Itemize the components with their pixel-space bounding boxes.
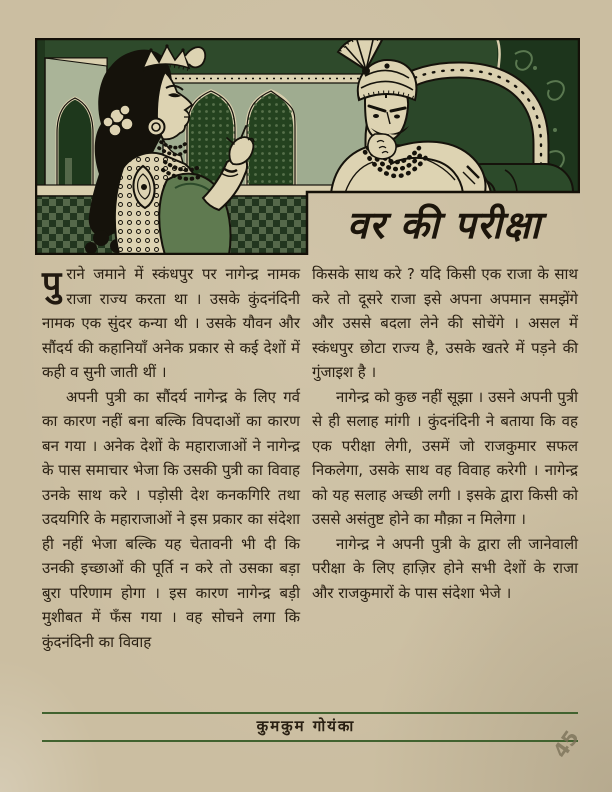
pencil-mark: 45 <box>548 725 584 763</box>
paragraph: किसके साथ करे ? यदि किसी एक राजा के साथ करे तो दूसरे राजा इसे अपना अपमान समझेंगे और उससे बदला लेने की सोचेंगे । असल में स्कंधपुर छोटा राज्य है, उसके खतरे में पड़ने की गुंजाइश है । <box>312 265 578 381</box>
window-arch <box>247 91 295 188</box>
text-column-left <box>42 262 300 654</box>
author-name: कुमकुम गोयंका <box>256 717 356 735</box>
footer-rule-bottom <box>42 740 578 742</box>
drop-cap: पु <box>42 264 62 304</box>
paragraph: नागेन्द्र को कुछ नहीं सूझा । उसने अपनी पुत्री से ही सलाह मांगी । कुंदनंदिनी ने बताया कि वह एक परीक्षा लेगी, उसमें जो राजकुमार सफल निकलेगा, उसके साथ वह विवाह करेगी । नागेन्द्र को यह सलाह अच्छी लगी । इसके द्वारा किसी को उससे असंतुष्ट होने का मौक़ा न मिलेगा । <box>312 387 578 528</box>
paragraph-text: राने जमाने में स्कंधपुर पर नागेन्द्र नामक राजा राज्य करता था । उसके कुंदनंदिनी नामक एक सुंदर कन्या थी । उसके यौवन और सौंदर्य की कहानियाँ अनेक प्रकार से कई देशों में कही व सुनी जाती थीं । <box>42 265 300 381</box>
paragraph: अपनी पुत्री का सौंदर्य नागेन्द्र के लिए गर्व का कारण नहीं बना बल्कि विपदाओं का कारण बन गया । अनेक देशों के महाराजाओं ने नागेन्द्र के पास समाचार भेजा कि उसकी पुत्री का विवाह उनके साथ करे । पड़ोसी देश कनकगिरि तथा उदयगिरि के महाराजाओं ने इस प्रकार का संदेशा ही नहीं भेजा बल्कि यह चेतावनी भी दी कि उनकी इच्छाओं की पूर्ति न करे तो उसका बड़ा बुरा परिणाम होगा । इस कारण नागेन्द्र बड़ी मुशीबत में फँस गया । वह सोचने लगा कि कुंदनंदिनी का विवाह <box>42 387 300 651</box>
paragraph: नागेन्द्र ने अपनी पुत्री के द्वारा ली जानेवाली परीक्षा के लिए हाज़िर होने सभी देशों के राजा और राजकुमारों के पास संदेशा भेजे । <box>312 534 578 602</box>
disc-earring <box>148 119 165 144</box>
paragraph <box>42 262 300 385</box>
story-title: वर की परीक्षा <box>346 203 542 247</box>
text-column-right <box>312 262 578 605</box>
